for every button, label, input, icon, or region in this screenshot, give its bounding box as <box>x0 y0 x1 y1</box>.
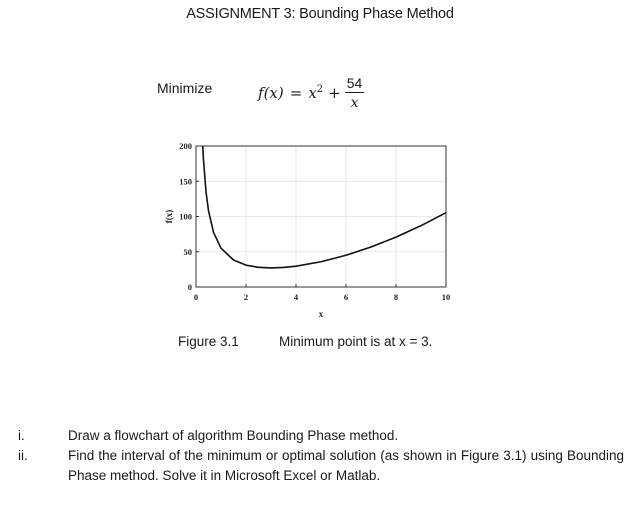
equation-equals: = <box>289 84 303 102</box>
equation-func-arg: (x) <box>263 84 284 102</box>
y-tick-label: 100 <box>179 211 192 222</box>
y-tick-label: 200 <box>179 141 192 151</box>
page-title: ASSIGNMENT 3: Bounding Phase Method <box>186 6 454 22</box>
y-tick-label: 0 <box>187 282 192 292</box>
fraction-numerator: 54 <box>346 75 363 91</box>
x-tick-label: 10 <box>441 292 451 302</box>
equation-term1 <box>308 84 323 102</box>
series-line <box>203 146 446 268</box>
task-text: Find the interval of the minimum or optimal solution (as shown in Figure 3.1) using Bounding Phase method. Solve it in Microsoft Excel or Matlab. <box>68 448 624 483</box>
function-plot <box>160 136 460 326</box>
objective-equation <box>258 70 364 116</box>
x-axis-label: x <box>318 309 324 319</box>
x-tick-label: 8 <box>393 292 399 302</box>
x-tick-label: 2 <box>243 292 249 302</box>
task-text: Draw a flowchart of algorithm Bounding Phase method. <box>68 428 399 443</box>
task-number: ii. <box>18 448 28 463</box>
minimize-label: Minimize <box>157 80 213 96</box>
equation-func-name: f <box>258 84 264 102</box>
equation-plus: + <box>328 84 341 102</box>
x-tick-label: 0 <box>193 292 199 302</box>
y-tick-label: 50 <box>183 246 192 257</box>
equation-lhs <box>258 84 284 102</box>
equation-term1-exponent: 2 <box>316 84 324 95</box>
x-tick-label: 4 <box>293 292 299 302</box>
task-number: i. <box>18 428 25 443</box>
x-tick-label: 6 <box>343 292 349 302</box>
figure-caption-text: Minimum point is at x = 3. <box>279 334 433 349</box>
y-tick-label: 150 <box>179 176 192 187</box>
equation-fraction <box>345 76 365 110</box>
fraction-denominator: x <box>350 95 359 111</box>
figure-caption-label: Figure 3.1 <box>178 334 239 349</box>
equation-term1-var: x <box>308 84 317 102</box>
y-axis-label: f(x) <box>164 209 174 224</box>
